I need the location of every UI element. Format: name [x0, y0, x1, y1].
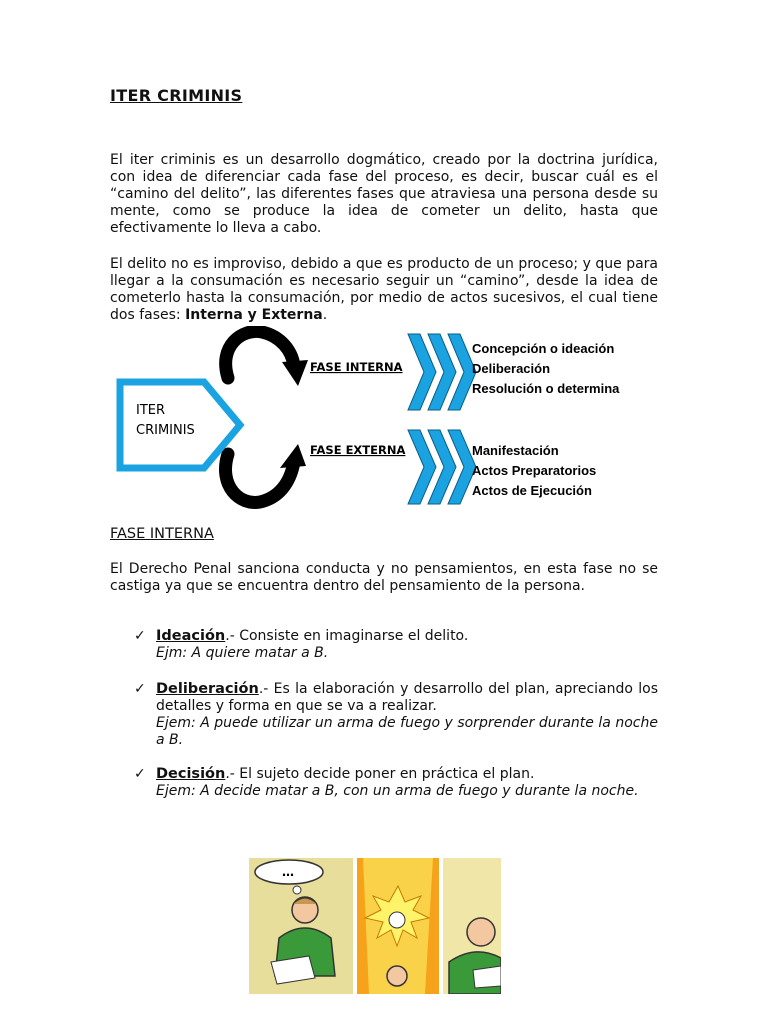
item-definition: .- Es la elaboración y desarrollo del plan, apreciando los detalles y forma en que se va a realizar.: [156, 681, 658, 714]
item-definition: .- Consiste en imaginarse el delito.: [225, 628, 469, 644]
internal-phase-label: FASE INTERNA: [310, 360, 403, 374]
decider-head: [467, 918, 495, 946]
thought-text: …: [282, 865, 294, 879]
checkmark-icon: ✓: [134, 766, 146, 782]
paper-sheet-2: [473, 966, 501, 988]
external-step-1: Manifestación: [472, 443, 559, 458]
external-chevrons: [408, 430, 476, 504]
item-example: Ejem: A puede utilizar un arma de fuego y sorprender durante la noche a B.: [156, 715, 658, 748]
document-title: ITER CRIMINIS: [110, 86, 243, 105]
upper-curve-arrowhead: [282, 360, 308, 386]
internal-step-1: Concepción o ideación: [472, 341, 615, 356]
section-heading-fase-interna: FASE INTERNA: [110, 526, 214, 542]
upper-curve-arrow: [226, 331, 294, 378]
external-phase-label: FASE EXTERNA: [310, 443, 406, 457]
item-term: Ideación: [156, 628, 226, 644]
checkmark-icon: ✓: [134, 628, 146, 644]
cartoon-illustration: [249, 858, 501, 994]
list-item-ideacion: [134, 628, 658, 662]
item-example: Ejem: A decide matar a B, con un arma de fuego y durante la noche.: [156, 783, 639, 799]
lightbulb-icon: [389, 912, 405, 928]
external-step-3: Actos de Ejecución: [472, 483, 592, 498]
second-paragraph-text: El delito no es improviso, debido a que es producto de un proceso; y que para llegar a la consumación es necesario seguir un “camino”, desde la idea de cometerlo hasta la consumación, por medio de actos sucesivos, el cual tiene dos fases:: [110, 256, 658, 323]
chevron: [408, 334, 436, 410]
lower-curve-arrowhead: [280, 444, 306, 468]
second-paragraph: [110, 256, 658, 324]
iter-criminis-diagram: [110, 326, 630, 511]
internal-step-3: Resolución o determina: [472, 381, 620, 396]
internal-step-2: Deliberación: [472, 361, 551, 376]
internal-chevrons: [408, 334, 476, 410]
lower-curve-arrow: [226, 454, 294, 503]
item-term: Deliberación: [156, 681, 259, 697]
external-step-2: Actos Preparatorios: [472, 463, 597, 478]
list-item-deliberacion: [134, 681, 658, 749]
thought-dot: [293, 886, 301, 894]
intro-paragraph: El iter criminis es un desarrollo dogmático, creado por la doctrina jurídica, con idea de diferenciar cada fase del proceso, es decir, buscar cuál es el “camino del delito”, las diferentes fases que atraviesa una persona desde su mente, como se produce la idea de cometer un delito, hasta que efectivamente lo lleva a cabo.: [110, 152, 658, 236]
second-paragraph-end: .: [322, 307, 328, 323]
source-label-line2: CRIMINIS: [136, 423, 195, 438]
item-definition: .- El sujeto decide poner en práctica el plan.: [225, 766, 535, 782]
item-term: Decisión: [156, 766, 226, 782]
small-head: [387, 966, 407, 986]
item-example: Ejm: A quiere matar a B.: [156, 645, 329, 661]
second-paragraph-emphasis: Interna y Externa: [185, 307, 323, 323]
checkmark-icon: ✓: [134, 681, 146, 697]
fase-interna-paragraph: El Derecho Penal sanciona conducta y no pensamientos, en esta fase no se castiga ya que se encuentra dentro del pensamiento de la persona.: [110, 561, 658, 594]
source-label-line1: ITER: [136, 403, 166, 418]
list-item-decision: [134, 766, 658, 800]
chevron: [408, 430, 436, 504]
